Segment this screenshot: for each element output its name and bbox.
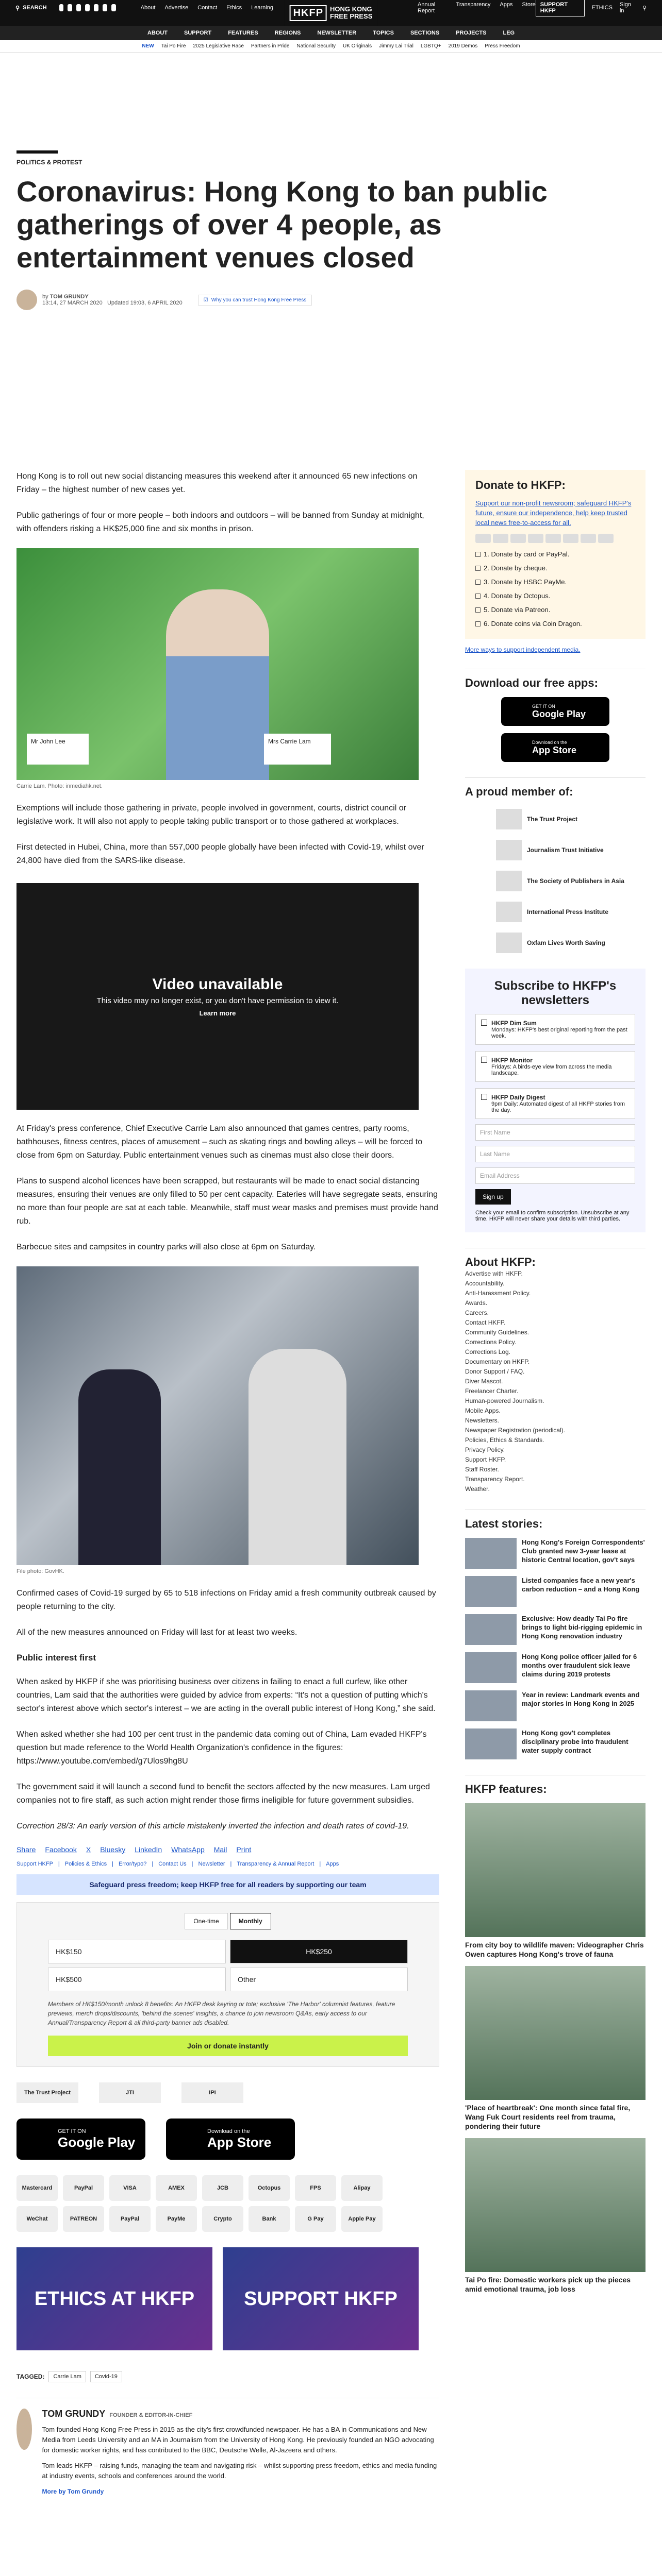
menu-support[interactable]: SUPPORT: [184, 30, 212, 36]
paypal-icon: PayPal: [109, 2206, 151, 2232]
author-name[interactable]: TOM GRUNDY: [42, 2409, 106, 2419]
about-link[interactable]: Newsletters.: [465, 1417, 500, 1424]
card-icon: [598, 534, 614, 543]
paragraph: Barbecue sites and campsites in country parks will also close at 6pm on Saturday.: [16, 1243, 316, 1251]
join-donate-button[interactable]: Join or donate instantly: [48, 2036, 408, 2056]
trending-item[interactable]: Partners in Pride: [251, 43, 290, 49]
paragraph: Exemptions will include those gathering in private, people involved in government, courts, district council or legislative work. It will also not apply to people taking public transport or to those gathered at workplaces.: [16, 804, 406, 826]
story-title: Hong Kong gov't completes disciplinary probe into fraudulent water supply contract: [522, 1729, 628, 1754]
checkbox-icon: [475, 566, 481, 571]
paragraph: Public gatherings of four or more people – both indoors and outdoors – will be banned from Sunday at midnight, with offenders risking a HK$25,000 fine and six months in prison.: [16, 511, 424, 533]
feature-image: [465, 1966, 646, 2100]
author-link[interactable]: TOM GRUNDY: [49, 294, 89, 300]
about-link[interactable]: Corrections Policy.: [465, 1338, 517, 1346]
features-heading: HKFP features:: [465, 1775, 646, 1796]
newsletter-option[interactable]: HKFP Monitor Fridays: A birds-eye view from across the media landscape.: [475, 1051, 635, 1082]
menu-newsletter[interactable]: NEWSLETTER: [317, 30, 357, 36]
support-banner[interactable]: Safeguard press freedom; keep HKFP free for all readers by supporting our team: [16, 1874, 439, 1895]
donation-widget: [16, 1902, 439, 2067]
app-store-button[interactable]: Download on the App Store: [501, 733, 609, 762]
feature-item[interactable]: [465, 2138, 646, 2294]
share-whatsapp[interactable]: WhatsApp: [171, 1845, 205, 1854]
feature-image: [465, 1803, 646, 1937]
trust-logos: [16, 2082, 439, 2103]
partner-icon: [496, 933, 522, 953]
updated-date: Updated 19:03, 6 APRIL 2020: [107, 300, 183, 306]
photo-caption: Carrie Lam. Photo: inmediahk.net.: [16, 783, 103, 789]
menu-about[interactable]: ABOUT: [147, 30, 168, 36]
card-icon: [493, 534, 508, 543]
paragraph: All of the new measures announced on Friday will last for at least two weeks.: [16, 1628, 297, 1637]
feature-title: Tai Po fire: Domestic workers pick up the pieces amid emotional trauma, job loss: [465, 2276, 631, 2293]
learn-more-link[interactable]: Learn more: [199, 1009, 236, 1017]
newsletter-option[interactable]: HKFP Dim Sum Mondays: HKFP's best original reporting from the past week.: [475, 1014, 635, 1045]
octopus-icon: Octopus: [249, 2175, 290, 2201]
donate-option[interactable]: 5. Donate via Patreon.: [475, 605, 635, 615]
story-item[interactable]: [465, 1576, 646, 1607]
author-avatar: [16, 2409, 32, 2450]
amount-option[interactable]: HK$150: [48, 1940, 226, 1963]
nav-transparency[interactable]: Transparency: [456, 2, 491, 8]
author-bio: Tom leads HKFP – raising funds, managing the team and navigating risk – whilst supporting press freedom, ethics and media funding at industry events, schools and conferences around the world.: [42, 2462, 437, 2480]
file-photo: [16, 1266, 419, 1565]
support-hkfp-button[interactable]: SUPPORT HKFP: [536, 0, 585, 16]
checkbox-icon: [481, 1094, 487, 1100]
photo-caption: File photo: GovHK.: [16, 1568, 64, 1574]
paragraph: When asked by HKFP if she was prioritising business over citizens in failing to enact a full curfew, like other countries, Lam said that the authorities were guided by advice from experts: “It's not a question of putting which's sector's interest above which sector's interest – we are acting in the overall public interest of Hong Kong,” she said.: [16, 1677, 436, 1713]
story-thumbnail: [465, 1614, 517, 1645]
paragraph: The government said it will launch a second fund to benefit the sectors affected by the new measures. Lam urged companies not to fire staff, as such action might render those firms ineligible for future government subsidies.: [16, 1783, 430, 1805]
tag[interactable]: Covid-19: [90, 2371, 122, 2382]
donate-title: Donate to HKFP:: [475, 479, 566, 492]
nav-about[interactable]: About: [140, 5, 156, 11]
share-label: Share: [16, 1845, 36, 1854]
partner-logo[interactable]: The Society of Publishers in Asia: [465, 871, 646, 891]
app-store-button[interactable]: Download on the App Store: [166, 2119, 295, 2160]
donate-option[interactable]: 1. Donate by card or PayPal.: [475, 549, 635, 559]
x-icon[interactable]: [59, 4, 64, 11]
share-bluesky[interactable]: Bluesky: [100, 1845, 126, 1854]
story-title: Exclusive: How deadly Tai Po fire brings to light bid-rigging epidemic in Hong Kong renovation industry: [522, 1615, 642, 1640]
name-plaque: Mrs Carrie Lam: [264, 734, 331, 765]
footer-links: Support HKFP | Policies & Ethics | Error/typo? | Contact Us | Newsletter | Transparency & Annual Report | Apps: [16, 1861, 339, 1867]
partner-logo[interactable]: Oxfam Lives Worth Saving: [465, 933, 646, 953]
video-title: Video unavailable: [152, 976, 283, 993]
latest-stories: [465, 1538, 646, 1759]
app-store-buttons: [16, 2119, 439, 2160]
speaker-figure: [166, 589, 269, 780]
share-linkedin[interactable]: LinkedIn: [135, 1845, 162, 1854]
share-x[interactable]: X: [86, 1845, 91, 1854]
about-link[interactable]: Community Guidelines.: [465, 1329, 529, 1336]
nav-apps[interactable]: Apps: [500, 2, 513, 8]
checkbox-icon: [475, 621, 481, 626]
search-icon[interactable]: ⚲: [642, 5, 647, 11]
feature-item[interactable]: [465, 1803, 646, 1959]
carrie-lam-photo: [16, 548, 419, 780]
about-link[interactable]: Accountability.: [465, 1280, 505, 1287]
author-role: FOUNDER & EDITOR-IN-CHIEF: [109, 2412, 193, 2418]
membership-note: Members of HK$150/month unlock 8 benefits: An HKFP desk keyring or tote; exclusive 'The Harbor' columnist features, feature previews, merch drops/discounts, 'behind the scenes' insights, a chance to join newsroom Q&As, early access to our Annual/Transparency Report & all third-party banner ads disabled.: [48, 2001, 395, 2026]
about-link[interactable]: Privacy Policy.: [465, 1446, 505, 1453]
paragraph: Confirmed cases of Covid-19 surged by 65 to 518 infections on Friday amid a fresh community outbreak caused by people returning to the city.: [16, 1589, 436, 1611]
about-link[interactable]: Staff Roster.: [465, 1466, 499, 1473]
gpay-icon: G Pay: [295, 2206, 336, 2232]
feature-image: [465, 2138, 646, 2272]
about-heading: About HKFP:: [465, 1248, 646, 1269]
footer-link[interactable]: Apps: [326, 1861, 339, 1867]
about-link[interactable]: Newspaper Registration (periodical).: [465, 1427, 566, 1434]
one-time-option[interactable]: One-time: [185, 1913, 227, 1929]
menu-regions[interactable]: REGIONS: [274, 30, 301, 36]
search-button[interactable]: ⚲ SEARCH: [15, 5, 47, 11]
apps-heading: Download our free apps:: [465, 669, 646, 690]
about-link[interactable]: Awards.: [465, 1299, 488, 1307]
member-heading: A proud member of:: [465, 777, 646, 799]
trending-item[interactable]: 2025 Legislative Race: [193, 43, 244, 49]
card-icon: [581, 534, 596, 543]
hkfp-logo[interactable]: HKFP HONG KONG FREE PRESS: [285, 0, 378, 26]
fps-icon: FPS: [295, 2175, 336, 2201]
trending-item[interactable]: Press Freedom: [485, 43, 520, 49]
checkbox-icon: [475, 552, 481, 557]
payment-methods: [16, 2175, 439, 2232]
about-link[interactable]: Support HKFP.: [465, 1456, 506, 1463]
amount-option-other[interactable]: Other: [230, 1968, 408, 1991]
card-icon: [528, 534, 543, 543]
partner-logo[interactable]: The Trust Project: [465, 809, 646, 829]
story-item[interactable]: [465, 1538, 646, 1569]
feature-title: From city boy to wildlife maven: Videographer Chris Owen captures Hong Kong's trove of fauna: [465, 1941, 644, 1958]
menu-topics[interactable]: TOPICS: [373, 30, 394, 36]
trending-item[interactable]: 2019 Demos: [448, 43, 478, 49]
footer-link[interactable]: Transparency & Annual Report: [237, 1861, 315, 1867]
ethics-link[interactable]: ETHICS: [591, 5, 613, 11]
youtube-icon[interactable]: [94, 4, 98, 11]
donate-option[interactable]: 6. Donate coins via Coin Dragon.: [475, 619, 635, 629]
donate-text[interactable]: Support our non-profit newsroom; safeguard HKFP's future, ensure our independence, help keep trusted local news free-to-access for all.: [475, 499, 632, 527]
support-promo[interactable]: SUPPORT HKFP: [223, 2247, 419, 2350]
story-title: Hong Kong's Foreign Correspondents' Club granted new 3-year lease at historic Central location, gov't says: [522, 1538, 645, 1564]
story-item[interactable]: [465, 1652, 646, 1683]
payme-icon: PayMe: [156, 2206, 197, 2232]
tags: TAGGED: Carrie Lam Covid-19: [16, 2371, 439, 2382]
checkbox-icon: [475, 580, 481, 585]
ethics-promo[interactable]: ETHICS AT HKFP: [16, 2247, 212, 2350]
story-thumbnail: [465, 1652, 517, 1683]
trust-pill[interactable]: ☑ Why you can trust Hong Kong Free Press: [198, 295, 312, 306]
frequency-toggle: [48, 1913, 408, 1929]
top-bar: [0, 0, 662, 20]
story-thumbnail: [465, 1728, 517, 1759]
trending-item[interactable]: UK Originals: [342, 43, 372, 49]
story-title: Year in review: Landmark events and major stories in Hong Kong in 2025: [522, 1691, 640, 1707]
partner-icon: [496, 871, 522, 891]
article-body: [16, 470, 439, 2497]
facebook-icon[interactable]: [68, 4, 72, 11]
about-link[interactable]: Donor Support / FAQ.: [465, 1368, 525, 1375]
alipay-icon: Alipay: [341, 2175, 383, 2201]
author-box: [16, 2398, 439, 2497]
article-title: Coronavirus: Hong Kong to ban public gatherings of over 4 people, as entertainment venues closed: [16, 175, 548, 274]
footer-link[interactable]: Support HKFP: [16, 1861, 53, 1867]
author-avatar: [16, 290, 37, 310]
partner-logo[interactable]: International Press Institute: [465, 902, 646, 922]
ipi-logo[interactable]: IPI: [181, 2082, 243, 2103]
about-link[interactable]: Careers.: [465, 1309, 489, 1316]
about-link[interactable]: Corrections Log.: [465, 1348, 511, 1355]
story-thumbnail: [465, 1538, 517, 1569]
about-link[interactable]: Weather.: [465, 1485, 490, 1493]
card-icon: [475, 534, 491, 543]
tag[interactable]: Carrie Lam: [48, 2371, 86, 2382]
menu-features[interactable]: FEATURES: [228, 30, 258, 36]
about-link[interactable]: Freelancer Charter.: [465, 1387, 519, 1395]
feature-item[interactable]: [465, 1966, 646, 2131]
menu-leg[interactable]: LEG: [503, 30, 515, 36]
footer-link[interactable]: Policies & Ethics: [64, 1861, 107, 1867]
instagram-icon[interactable]: [76, 4, 81, 11]
google-play-button[interactable]: GET IT ON Google Play: [16, 2119, 145, 2160]
amount-options: [48, 1940, 408, 1991]
card-icon: [510, 534, 526, 543]
trust-project-logo[interactable]: The Trust Project: [16, 2082, 78, 2103]
monthly-option[interactable]: Monthly: [230, 1913, 271, 1929]
card-icons: [475, 534, 635, 543]
google-play-button[interactable]: GET IT ON Google Play: [501, 697, 609, 726]
more-ways-link[interactable]: More ways to support independent media.: [465, 646, 581, 653]
promo-banners: [16, 2247, 439, 2350]
partner-logo[interactable]: Journalism Trust Initiative: [465, 840, 646, 860]
partner-icon: [496, 902, 522, 922]
video-message: This video may no longer exist, or you don't have permission to view it.: [96, 996, 339, 1005]
newsletter-title: Subscribe to HKFP's newsletters: [494, 979, 617, 1007]
story-item[interactable]: [465, 1690, 646, 1721]
shield-icon: ☑: [203, 297, 208, 303]
bluesky-icon[interactable]: [85, 4, 90, 11]
footer-link[interactable]: Newsletter: [198, 1861, 225, 1867]
about-link[interactable]: Policies, Ethics & Standards.: [465, 1436, 544, 1444]
donate-option[interactable]: 3. Donate by HSBC PayMe.: [475, 577, 635, 587]
story-title: Listed companies face a new year's carbon reduction – and a Hong Kong: [522, 1577, 640, 1593]
about-link[interactable]: Advertise with HKFP.: [465, 1270, 523, 1277]
donate-option[interactable]: 2. Donate by cheque.: [475, 563, 635, 573]
visa-icon: VISA: [109, 2175, 151, 2201]
trending-item[interactable]: National Security: [296, 43, 336, 49]
about-link[interactable]: Documentary on HKFP.: [465, 1358, 530, 1365]
name-plaque: Mr John Lee: [27, 734, 89, 765]
checkbox-icon: [481, 1057, 487, 1063]
author-bio: Tom founded Hong Kong Free Press in 2015 as the city's first crowdfunded newspaper. He has a BA in Communications and New Media from Leeds University and an MA in Journalism from the University of Hong Kong. He previously founded an NGO advocating for domestic worker rights, and has contributed to the BBC, Deutsche Welle, Al-Jazeera and others.: [42, 2426, 434, 2454]
checkbox-icon: [475, 607, 481, 613]
photo-figure: [78, 1369, 161, 1565]
card-icon: [545, 534, 561, 543]
article-category[interactable]: POLITICS & PROTEST: [16, 159, 82, 166]
amount-option-selected[interactable]: HK$250: [230, 1940, 408, 1963]
byline: by TOM GRUNDY 13:14, 27 MARCH 2020 Updated 19:03, 6 APRIL 2020 ☑ Why you can trust Hong Kong Free Press: [16, 290, 646, 310]
signin-link[interactable]: Sign in: [619, 2, 631, 14]
linkedin-icon[interactable]: [103, 4, 107, 11]
first-name-field[interactable]: First Name: [475, 1124, 635, 1141]
footer-link[interactable]: Error/typo?: [118, 1861, 147, 1867]
trending-item[interactable]: LGBTQ+: [420, 43, 441, 49]
donate-option[interactable]: 4. Donate by Octopus.: [475, 591, 635, 601]
signup-button[interactable]: Sign up: [475, 1189, 511, 1205]
bank-icon: Bank: [249, 2206, 290, 2232]
amount-option[interactable]: HK$500: [48, 1968, 226, 1991]
nav-annual-report[interactable]: Annual Report: [418, 2, 436, 14]
partner-icon: [496, 809, 522, 829]
feature-stories: [465, 1803, 646, 2294]
correction-note: Correction 28/3: An early version of this article mistakenly inverted the infection and death rates of covid-19.: [16, 1822, 409, 1831]
jti-logo[interactable]: JTI: [99, 2082, 161, 2103]
paypal-icon: PayPal: [63, 2175, 104, 2201]
amex-icon: AMEX: [156, 2175, 197, 2201]
menu-sections[interactable]: SECTIONS: [410, 30, 440, 36]
checkbox-icon: [481, 1020, 487, 1026]
sidebar: [465, 470, 646, 2294]
publish-date: 13:14, 27 MARCH 2020: [42, 300, 103, 306]
story-item[interactable]: [465, 1728, 646, 1759]
share-facebook[interactable]: Facebook: [45, 1845, 77, 1854]
about-link[interactable]: Transparency Report.: [465, 1476, 525, 1483]
nav-ethics[interactable]: Ethics: [226, 5, 242, 11]
mastercard-icon: Mastercard: [16, 2175, 58, 2201]
footer-link[interactable]: Contact Us: [158, 1861, 187, 1867]
last-name-field[interactable]: Last Name: [475, 1146, 635, 1162]
jcb-icon: JCB: [202, 2175, 243, 2201]
about-link[interactable]: Human-powered Journalism.: [465, 1397, 544, 1404]
share-mail[interactable]: Mail: [213, 1845, 227, 1854]
about-link[interactable]: Contact HKFP.: [465, 1319, 506, 1326]
share-bar: [16, 1845, 439, 1854]
category-accent: [16, 150, 58, 154]
patreon-icon: PATREON: [63, 2206, 104, 2232]
card-icon: [563, 534, 578, 543]
search-icon: ⚲: [15, 5, 20, 11]
about-link[interactable]: Mobile Apps.: [465, 1407, 501, 1414]
newsletter-note: Check your email to confirm subscription. Unsubscribe at any time. HKFP will never share your details with third parties.: [475, 1210, 630, 1222]
threads-icon[interactable]: [111, 4, 116, 11]
trending-item[interactable]: Jimmy Lai Trial: [379, 43, 413, 49]
story-thumbnail: [465, 1690, 517, 1721]
share-print[interactable]: Print: [236, 1845, 252, 1854]
nav-store[interactable]: Store: [522, 2, 536, 8]
nav-learning[interactable]: Learning: [251, 5, 273, 11]
wechat-icon: WeChat: [16, 2206, 58, 2232]
crypto-icon: Crypto: [202, 2206, 243, 2232]
paragraph: When asked whether she had 100 per cent trust in the pandemic data coming out of China, Lam evaded HKFP's question but made reference to the World Health Organization's confidence in the figures: https://www.youtube.com/embed/g7Ulos9hg8U: [16, 1730, 427, 1766]
trending-item[interactable]: Tai Po Fire: [161, 43, 186, 49]
donate-box: [465, 470, 646, 639]
about-link[interactable]: Diver Mascot.: [465, 1378, 503, 1385]
more-by-author-link[interactable]: More by Tom Grundy: [42, 2488, 104, 2495]
feature-title: 'Place of heartbreak': One month since fatal fire, Wang Fuk Court residents reel from trauma, pondering their future: [465, 2104, 631, 2130]
main-menu: [0, 26, 662, 40]
paragraph: First detected in Hubei, China, more than 557,000 people globally have been infected with Covid-19, whilst over 24,800 have died from the SARS-like disease.: [16, 843, 424, 865]
nav-contact[interactable]: Contact: [197, 5, 218, 11]
about-links: [465, 1269, 646, 1494]
paragraph: At Friday's press conference, Chief Executive Carrie Lam also announced that games centres, party rooms, bathhouses, fitness centres, places of amusement – such as skating rings and bowling alleys – will be forced to close from 6pm on Saturday. Public entertainment venues such as cinemas must also close their doors.: [16, 1124, 423, 1160]
story-thumbnail: [465, 1576, 517, 1607]
about-link[interactable]: Anti-Harassment Policy.: [465, 1290, 531, 1297]
applepay-icon: Apple Pay: [341, 2206, 383, 2232]
paragraph: Plans to suspend alcohol licences have been scrapped, but restaurants will be made to enact social distancing measures, ensuring their venues are only filled to 50 per cent capacity. Eateries will have segregate seats, ensuring no more than four people are sat at each table. Meanwhile, staff must wear masks and premises must provide hand rub.: [16, 1177, 438, 1226]
checkbox-icon: [475, 594, 481, 599]
email-field[interactable]: Email Address: [475, 1167, 635, 1184]
menu-projects[interactable]: PROJECTS: [456, 30, 487, 36]
video-embed[interactable]: [16, 883, 419, 1110]
latest-heading: Latest stories:: [465, 1510, 646, 1531]
photo-figure: [249, 1349, 346, 1565]
story-title: Hong Kong police officer jailed for 6 months over fraudulent sick leave claims during 2019 protests: [522, 1653, 637, 1678]
partner-icon: [496, 840, 522, 860]
story-item[interactable]: [465, 1614, 646, 1645]
paragraph: Hong Kong is to roll out new social distancing measures this weekend after it announced 65 new infections on Friday – the highest number of new cases yet.: [16, 472, 418, 494]
newsletter-box: [465, 969, 646, 1232]
newsletter-option[interactable]: HKFP Daily Digest 9pm Daily: Automated digest of all HKFP stories from the day.: [475, 1088, 635, 1119]
trending-bar: NEW Tai Po Fire 2025 Legislative Race Partners in Pride National Security UK Originals Jimmy Lai Trial LGBTQ+ 2019 Demos Press Freedom: [0, 40, 662, 53]
nav-advertise[interactable]: Advertise: [164, 5, 189, 11]
subheading: Public interest first: [16, 1653, 96, 1663]
